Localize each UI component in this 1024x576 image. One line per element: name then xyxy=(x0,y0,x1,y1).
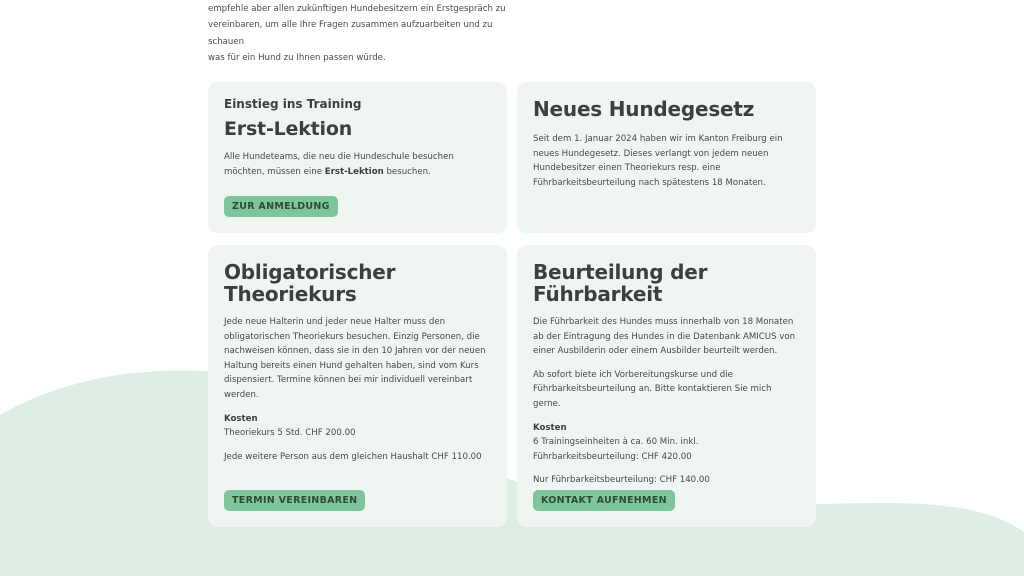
costs-label: Kosten xyxy=(224,413,258,424)
card-text: Die Führbarkeit des Hundes muss innerhalb von 18 Monaten ab der Eintragung des Hundes in die Datenbank AMICUS von einer Ausbilderin oder einem Ausbilder beurteilt werden. xyxy=(533,317,796,357)
card-title-line: Führbarkeit xyxy=(533,282,663,306)
intro-text xyxy=(208,1,518,67)
card-text-2: Ab sofort biete ich Vorbereitungskurse und die Führbarkeitsbeurteilung an. Bitte kontaktieren Sie mich gerne. xyxy=(533,369,772,409)
card-text-bold: Erst-Lektion xyxy=(324,166,384,177)
extra-cost: Jede weitere Person aus dem gleichen Haushalt CHF 110.00 xyxy=(224,451,482,462)
intro-line: was für ein Hund zu Ihnen passen würde. xyxy=(208,53,386,64)
card-text-part: Alle Hundeteams, die neu die Hundeschule besuchen möchten, müssen eine xyxy=(224,152,454,177)
card-text xyxy=(224,150,491,179)
costs-line: Theoriekurs 5 Std. CHF 200.00 xyxy=(224,428,356,439)
card-fuehrbarkeit xyxy=(517,245,816,527)
card-text: Seit dem 1. Januar 2024 haben wir im Kanton Freiburg ein neues Hundegesetz. Dieses verlangt von jedem neuen Hundebesitzer einen Theoriekurs resp. eine Führbarkeitsbeurteilung nach spätestens 18 Monaten. xyxy=(533,134,783,188)
card-text-part: besuchen. xyxy=(383,166,431,177)
extra-cost: Nur Führbarkeitsbeurteilung: CHF 140.00 xyxy=(533,475,710,486)
intro-line: vereinbaren, um alle Ihre Fragen zusammen aufzuarbeiten und zu schauen xyxy=(208,20,493,47)
card-title xyxy=(224,261,491,305)
register-button[interactable]: ZUR ANMELDUNG xyxy=(224,196,338,217)
card-theoriekurs xyxy=(208,245,507,527)
contact-button[interactable]: KONTAKT AUFNEHMEN xyxy=(533,490,675,511)
card-neues-hundegesetz xyxy=(517,82,816,233)
card-title-line: Beurteilung der xyxy=(533,260,708,284)
card-title: Neues Hundegesetz xyxy=(533,97,755,121)
card-erst-lektion xyxy=(208,82,507,233)
card-text: Jede neue Halterin und jeder neue Halter muss den obligatorischen Theoriekurs besuchen. Einzig Personen, die nachweisen können, dass sie in den 10 Jahren vor der neuen Haltung bereits einen Hund gehalten haben, sind vom Kurs dispensiert. Termine können bei mir individuell vereinbart werden. xyxy=(224,317,486,400)
book-appointment-button[interactable]: TERMIN VEREINBAREN xyxy=(224,490,365,511)
card-title: Erst-Lektion xyxy=(224,118,353,140)
costs-label: Kosten xyxy=(533,422,567,433)
card-title-line: Theoriekurs xyxy=(224,282,357,306)
card-kicker: Einstieg ins Training xyxy=(224,97,362,111)
costs-line: 6 Trainingseinheiten à ca. 60 Min. inkl. Führbarkeitsbeurteilung: CHF 420.00 xyxy=(533,437,699,462)
intro-line: empfehle aber allen zukünftigen Hundebesitzern ein Erstgespräch zu xyxy=(208,4,506,14)
card-title-line: Obligatorischer xyxy=(224,260,396,284)
card-title xyxy=(533,261,800,305)
